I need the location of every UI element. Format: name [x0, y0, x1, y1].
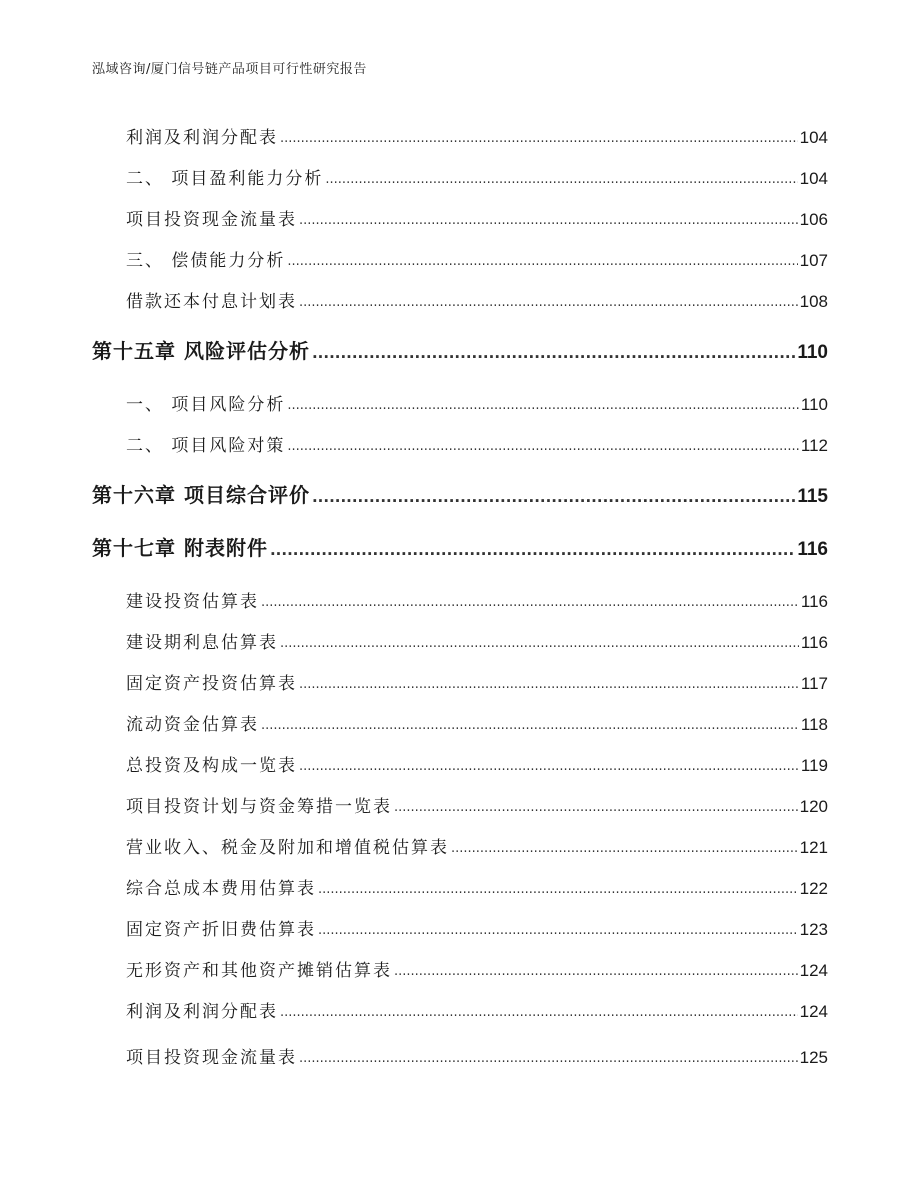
toc-leader-dots — [312, 346, 795, 364]
toc-leader-dots — [451, 842, 798, 858]
toc-entry[interactable] — [0, 664, 920, 694]
toc-entry-page: 106 — [799, 210, 828, 229]
toc-entry-label: 总投资及构成一览表 — [126, 756, 297, 776]
toc-leader-dots — [287, 399, 798, 415]
toc-entry[interactable] — [0, 241, 920, 271]
toc-leader-dots — [287, 440, 798, 456]
toc-entry[interactable] — [0, 705, 920, 735]
toc-entry-page: 110 — [797, 342, 828, 363]
toc-entry[interactable] — [0, 118, 920, 148]
toc-entry[interactable] — [0, 1038, 920, 1068]
toc-entry[interactable] — [0, 582, 920, 612]
toc-entry-label: 建设期利息估算表 — [126, 633, 278, 653]
toc-entry-label: 项目投资现金流量表 — [126, 1048, 297, 1068]
toc-entry-page: 116 — [797, 539, 828, 560]
toc-leader-dots — [287, 255, 797, 271]
toc-entry-page: 125 — [799, 1048, 828, 1067]
toc-entry-page: 120 — [799, 797, 828, 816]
toc-entry-page: 107 — [799, 251, 828, 270]
running-header: 泓域咨询/厦门信号链产品项目可行性研究报告 — [92, 62, 367, 77]
toc-leader-dots — [280, 637, 799, 653]
toc-leader-dots — [312, 490, 795, 508]
toc-entry-page: 118 — [800, 715, 828, 734]
toc-entry-label: 无形资产和其他资产摊销估算表 — [126, 961, 392, 981]
toc-entry[interactable] — [0, 282, 920, 312]
toc-entry-label: 一、 项目风险分析 — [126, 395, 286, 415]
toc-leader-dots — [299, 296, 798, 312]
toc-entry-page: 121 — [799, 838, 828, 857]
toc-chapter-entry[interactable] — [0, 527, 920, 561]
toc-entry-page: 115 — [797, 486, 828, 507]
toc-entry[interactable] — [0, 828, 920, 858]
toc-entry-label: 项目投资计划与资金筹措一览表 — [126, 797, 392, 817]
toc-entry-page: 112 — [800, 436, 828, 455]
toc-leader-dots — [299, 1052, 798, 1068]
toc-leader-dots — [318, 883, 798, 899]
toc-entry-label: 三、 偿债能力分析 — [126, 251, 286, 271]
toc-entry-label: 第十七章 附表附件 — [92, 536, 268, 560]
toc-entry-page: 119 — [800, 756, 828, 775]
toc-entry[interactable] — [0, 385, 920, 415]
toc-leader-dots — [261, 719, 799, 735]
toc-chapter-entry[interactable] — [0, 474, 920, 508]
toc-entry-label: 营业收入、税金及附加和增值税估算表 — [126, 838, 449, 858]
toc-entry-page: 117 — [800, 674, 828, 693]
toc-leader-dots — [270, 543, 795, 561]
toc-entry-page: 110 — [800, 395, 828, 414]
toc-entry-label: 流动资金估算表 — [126, 715, 259, 735]
toc-entry-page: 108 — [799, 292, 828, 311]
toc-entry-label: 利润及利润分配表 — [126, 128, 278, 148]
toc-leader-dots — [299, 760, 799, 776]
toc-entry-label: 建设投资估算表 — [126, 592, 259, 612]
toc-entry[interactable] — [0, 746, 920, 776]
toc-leader-dots — [394, 965, 798, 981]
toc-entry-label: 二、 项目盈利能力分析 — [126, 169, 324, 189]
toc-entry[interactable] — [0, 623, 920, 653]
toc-entry-page: 123 — [799, 920, 828, 939]
toc-entry[interactable] — [0, 992, 920, 1022]
toc-entry-page: 116 — [800, 633, 828, 652]
toc-entry[interactable] — [0, 910, 920, 940]
toc-leader-dots — [280, 132, 798, 148]
toc-entry-label: 借款还本付息计划表 — [126, 292, 297, 312]
toc-entry[interactable] — [0, 200, 920, 230]
toc-leader-dots — [261, 596, 799, 612]
toc-entry[interactable] — [0, 787, 920, 817]
toc-entry[interactable] — [0, 869, 920, 899]
toc-entry-page: 104 — [799, 128, 828, 147]
toc-leader-dots — [299, 214, 798, 230]
toc-entry-label: 第十五章 风险评估分析 — [92, 339, 310, 363]
toc-leader-dots — [318, 924, 798, 940]
toc-entry-label: 固定资产投资估算表 — [126, 674, 297, 694]
toc-entry-label: 第十六章 项目综合评价 — [92, 483, 310, 507]
header-rule — [88, 84, 832, 85]
toc-leader-dots — [299, 678, 799, 694]
toc-leader-dots — [325, 173, 797, 189]
toc-entry[interactable] — [0, 159, 920, 189]
toc-entry-label: 固定资产折旧费估算表 — [126, 920, 316, 940]
toc-leader-dots — [394, 801, 798, 817]
toc-entry-label: 综合总成本费用估算表 — [126, 879, 316, 899]
toc-entry-label: 项目投资现金流量表 — [126, 210, 297, 230]
toc-entry-page: 124 — [799, 961, 828, 980]
toc-leader-dots — [280, 1006, 798, 1022]
toc-entry-label: 利润及利润分配表 — [126, 1002, 278, 1022]
toc-entry-page: 104 — [799, 169, 828, 188]
toc-chapter-entry[interactable] — [0, 330, 920, 364]
toc-entry[interactable] — [0, 951, 920, 981]
toc-entry[interactable] — [0, 426, 920, 456]
toc-entry-page: 124 — [799, 1002, 828, 1021]
toc-entry-label: 二、 项目风险对策 — [126, 436, 286, 456]
toc-entry-page: 122 — [799, 879, 828, 898]
toc-entry-page: 116 — [800, 592, 828, 611]
